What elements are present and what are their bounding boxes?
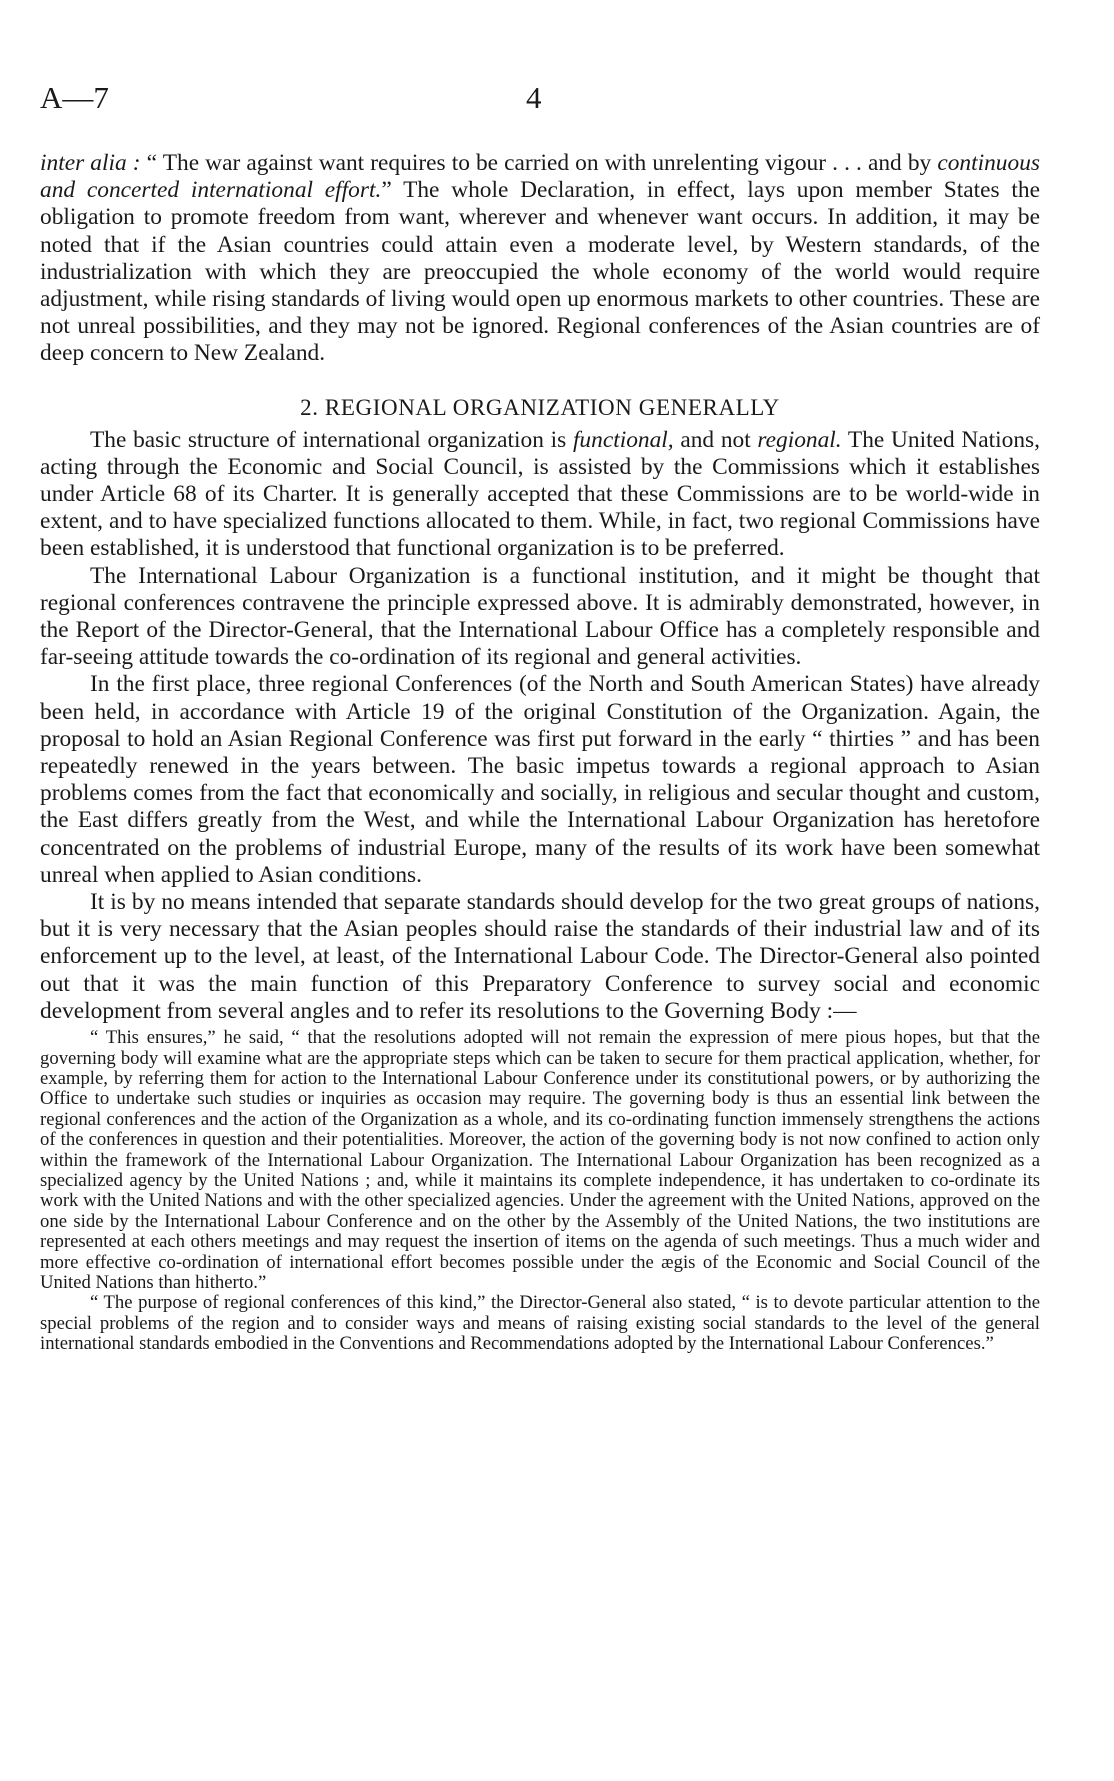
quote-director-general-2: “ The purpose of regional conferences of this kind,” the Director-General also stated, “ is to devote particular attention to the special problems of the region and to consider ways and means of raising existing social standards to the level of the general international standards embodied in the Conventions and Recommendations adopted by the International Labour Conferences.” bbox=[40, 1292, 1040, 1355]
structure-text-2: and not bbox=[673, 426, 758, 453]
page-header bbox=[40, 80, 1040, 120]
structure-text-1: The basic structure of international organization is bbox=[90, 426, 573, 453]
intro-text-1: “ The war against want requires to be carried on with unrelenting vigour . . . and by bbox=[140, 150, 938, 176]
structure-functional: functional, bbox=[572, 426, 674, 453]
ilo-paragraph: The International Labour Organization is a functional institution, and it might be thought that regional conferences contravene the principle expressed above. It is admirably demonstrated, however, in the Report of the Director-General, that the International Labour Office has a completely responsible and far-seeing attitude towards the co-ordination of its regional and general activities. bbox=[40, 562, 1040, 671]
page-number: 4 bbox=[526, 80, 542, 115]
section-heading: 2. REGIONAL ORGANIZATION GENERALLY bbox=[300, 394, 780, 420]
no-means-paragraph: It is by no means intended that separate standards should develop for the two great groups of nations, but it is very necessary that the Asian peoples should raise the standards of their industrial law and of its enforcement up to the level, at least, of the International Labour Code. The Director-General also pointed out that it was the main function of this Preparatory Conference to survey social and economic development from several angles and to refer its resolutions to the Governing Body :— bbox=[40, 889, 1040, 1024]
intro-emphasis: continuous and concerted international effort. bbox=[40, 150, 1040, 204]
first-place-paragraph: In the first place, three regional Conferences (of the North and South American States) have already been held, in accordance with Article 19 of the original Constitution of the Organization. Again, the proposal to hold an Asian Regional Conference was first put forward in the early “ thirties ” and has been repeatedly renewed in the years between. The basic impetus towards a regional approach to Asian problems comes from the fact that economically and socially, in religious and secular thought and custom, the East differs greatly from the West, and while the International Labour Organization has heretofore concentrated on the problems of industrial Europe, many of the results of its work have been somewhat unreal when applied to Asian conditions. bbox=[40, 671, 1040, 888]
structure-text-3: The United Nations, acting through the Economic and Social Council, is assisted by the Commissions which it establishes under Article 68 of its Charter. It is generally accepted that these Commissions are to be world-wide in extent, and to have specialized functions allocated to them. While, in fact, two regional Commissions have been established, it is understood that functional organization is to be preferred. bbox=[40, 426, 1040, 562]
body-text bbox=[40, 150, 1040, 1355]
intro-paragraph bbox=[40, 150, 1040, 368]
structure-regional: regional. bbox=[757, 426, 842, 453]
intro-latin-phrase: inter alia : bbox=[40, 150, 141, 176]
intro-text-2: ” The whole Declaration, in effect, lays upon member States the obligation to promote freedom from want, wherever and whenever want occurs. In addition, it may be noted that if the Asian countries could attain even a moderate level, by Western standards, of the industrialization with which they are preoccupied the whole economy of the world would require adjustment, while rising standards of living would open up enormous markets to other countries. These are not unreal possibilities, and they may not be ignored. Regional conferences of the Asian countries are of deep concern to New Zealand. bbox=[40, 177, 1040, 367]
document-reference: A—7 bbox=[40, 80, 109, 115]
quote-director-general-1: “ This ensures,” he said, “ that the resolutions adopted will not remain the expression of mere pious hopes, but that the governing body will examine what are the appropriate steps which can be taken to secure for them practical application, whether, for example, by referring them for action to the International Labour Conference under its constitutional powers, or by authorizing the Office to undertake such studies or inquiries as occasion may require. The governing body is thus an essential link between the regional conferences and the action of the Organization as a whole, and its co-ordinating function immensely strengthens the actions of the conferences in question and their potentialities. Moreover, the action of the governing body is not now confined to action only within the framework of the International Labour Organization. The International Labour Organization has been recognized as a specialized agency by the United Nations ; and, while it maintains its complete independence, it has undertaken to co-ordinate its work with the United Nations and with the other specialized agencies. Under the agreement with the United Nations, approved on the one side by the International Labour Conference and on the other by the Assembly of the United Nations, the two institutions are represented at each others meetings and may request the insertion of items on the agenda of such meetings. Thus a much wider and more effective co-ordination of international effort becomes possible under the ægis of the Economic and Social Council of the United Nations than hitherto.” bbox=[40, 1027, 1040, 1293]
structure-paragraph bbox=[40, 427, 1040, 563]
